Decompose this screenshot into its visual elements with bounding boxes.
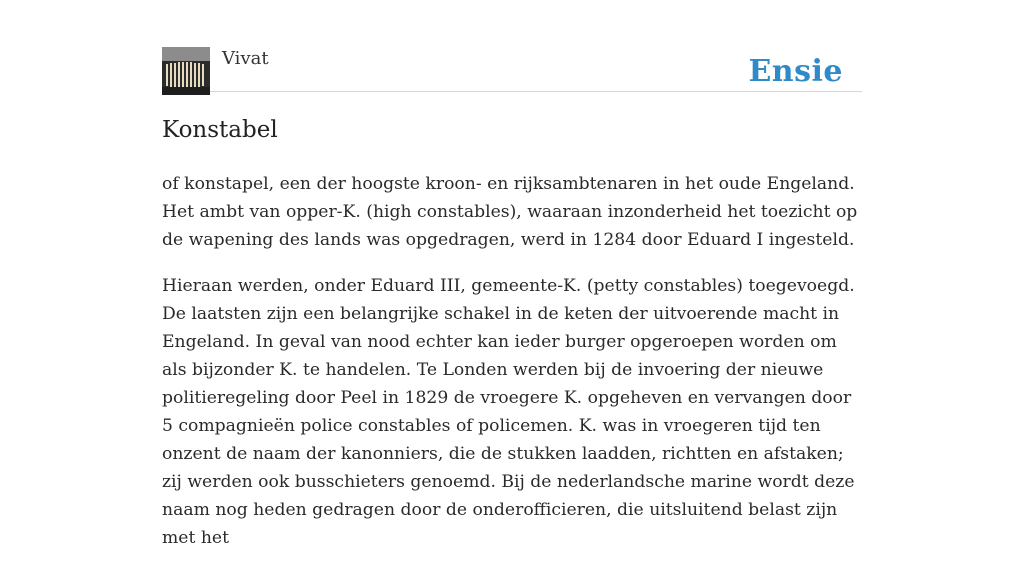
brand-logo[interactable]: Ensie	[748, 54, 843, 89]
article-body	[162, 170, 862, 570]
paragraph: Hieraan werden, onder Eduard III, gemeente-K. (petty constables) toegevoegd. De laatsten zijn een belangrijke schakel in de keten der uitvoerende macht in Engeland. In geval van nood echter kan ieder burger opgeroepen worden om als bijzonder K. te handelen. Te Londen werden bij de invoering der nieuwe politieregeling door Peel in 1829 de vroegere K. opgeheven en vervangen door 5 compagnieën police constables of policemen. K. was in vroegeren tijd ten onzent de naam der kanonniers, die de stukken laadden, richtten en afstaken; zij werden ook busschieters genoemd. Bij de nederlandsche marine wordt deze naam nog heden gedragen door de onderofficieren, die uitsluitend belast zijn met het	[162, 276, 855, 548]
article-header	[162, 46, 862, 92]
bookshelf-avatar-icon	[162, 47, 210, 95]
page-title: Konstabel	[162, 117, 278, 143]
source-avatar[interactable]	[162, 47, 210, 95]
source-name[interactable]: Vivat	[222, 48, 269, 69]
paragraph: of konstapel, een der hoogste kroon- en rijksambtenaren in het oude Engeland. Het ambt van opper-K. (high constables), waaraan inzonderheid het toezicht op de wapening des lands was opgedragen, werd in 1284 door Eduard I ingesteld.	[162, 174, 858, 250]
